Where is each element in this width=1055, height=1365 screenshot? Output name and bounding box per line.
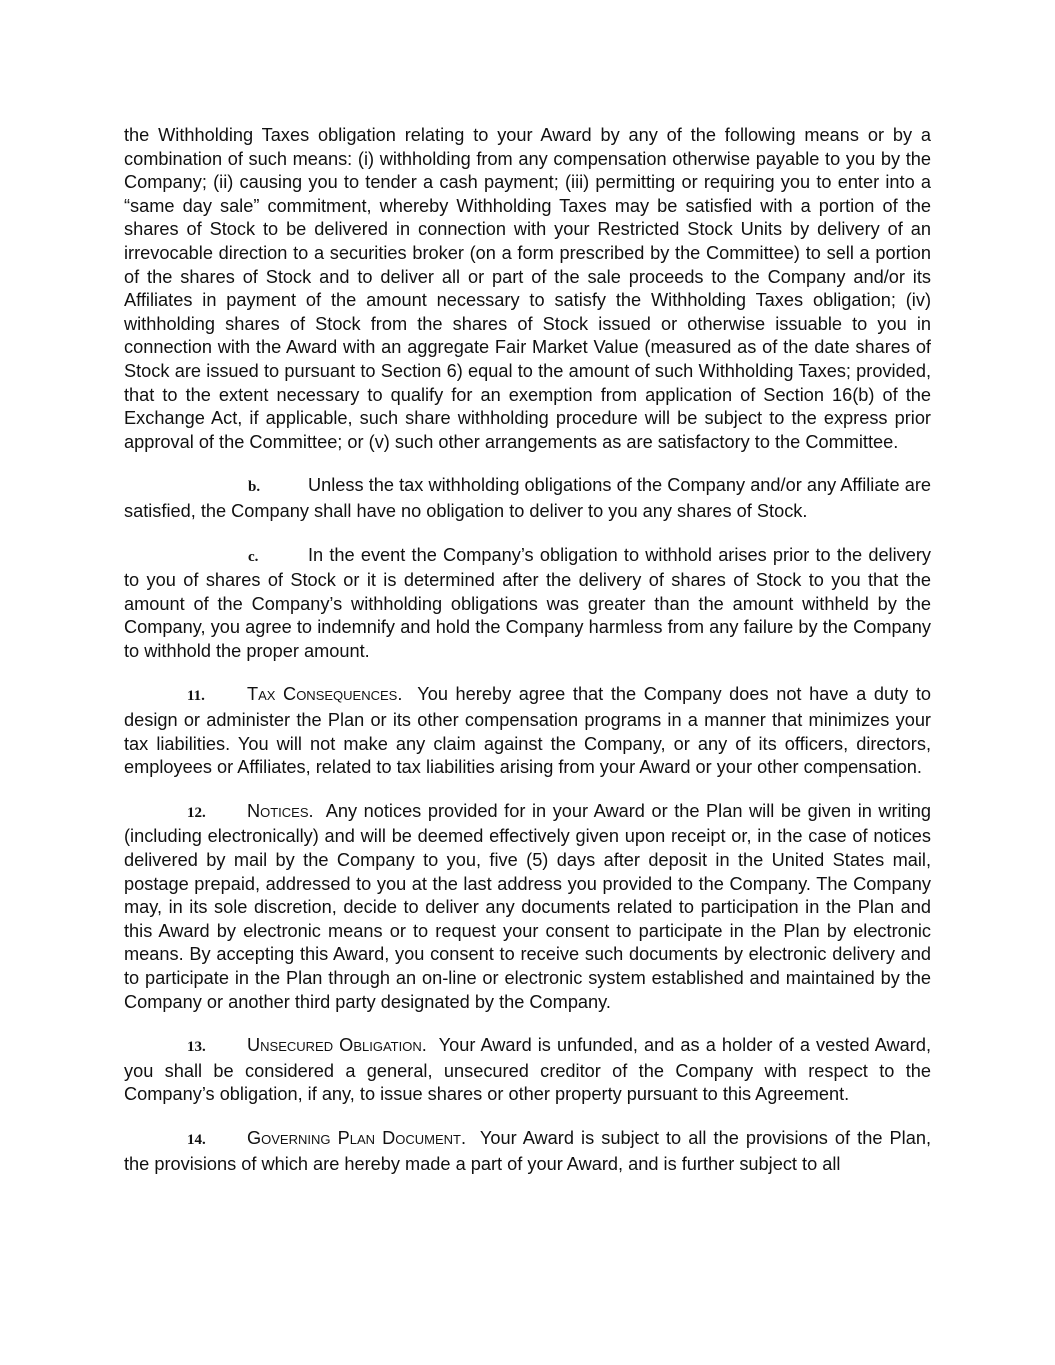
section-14-heading: Governing Plan Document. [247, 1127, 467, 1148]
section-12 [124, 800, 931, 1014]
withholding-means-paragraph: the Withholding Taxes obligation relating to your Award by any of the following means or by a combination of such means: (i) withholding from any compensation otherwise payable to you by the Company; (ii) causing you to tender a cash payment; (iii) permitting or requiring you to enter into a “same day sale” commitment, whereby Withholding Taxes may be satisfied with a portion of the shares of Stock to be delivered in connection with your Restricted Stock Units by delivery of an irrevocable direction to a securities broker (on a form prescribed by the Committee) to sell a portion of the shares of Stock and to deliver all or part of the sale proceeds to the Company and/or its Affiliates in payment of the amount necessary to satisfy the Withholding Taxes obligation; (iv) withholding shares of Stock from the shares of Stock issued or otherwise issuable to you in connection with the Award with an aggregate Fair Market Value (measured as of the date shares of Stock are issued to pursuant to Section 6) equal to the amount of such Withholding Taxes; provided, that to the extent necessary to qualify for an exemption from application of Section 16(b) of the Exchange Act, if applicable, such share withholding procedure will be subject to the express prior approval of the Committee; or (v) such other arrangements as are satisfactory to the Committee. [124, 125, 931, 452]
section-12-label: 12. [187, 804, 206, 821]
section-12-text: Any notices provided for in your Award or the Plan will be given in writing (including electronically) and will be deemed effectively given upon receipt or, in the case of notices delivered by mail by the Company to you, five (5) days after deposit in the United States mail, postage prepaid, addressed to you at the last address you provided to the Company. The Company may, in its sole discretion, decide to deliver any documents related to participation in the Plan and this Award by electronic means or to request your consent to participate in the Plan by electronic means. By accepting this Award, you consent to receive such documents by electronic delivery and to participate in the Plan through an on-line or electronic system established and maintained by the Company or another third party designated by the Company. [124, 800, 931, 1012]
section-14 [124, 1127, 931, 1176]
section-13-text: Your Award is unfunded, and as a holder of a vested Award, you shall be considered a general, unsecured creditor of the Company with respect to the Company’s obligation, if any, to issue shares or other property pursuant to this Agreement. [124, 1035, 931, 1105]
section-14-label: 14. [187, 1131, 206, 1148]
section-11-label: 11. [187, 688, 205, 705]
section-13-heading: Unsecured Obligation. [247, 1035, 427, 1056]
section-12-heading: Notices. [247, 800, 314, 821]
section-13-label: 13. [187, 1039, 206, 1056]
subsection-c [124, 544, 931, 664]
section-11-text: You hereby agree that the Company does not have a duty to design or administer the Plan or its other compensation programs in a manner that minimizes your tax liabilities. You will not make any claim against the Company, or any of its officers, directors, employees or Affiliates, related to tax liabilities arising from your Award or your other compensation. [124, 684, 931, 778]
section-11-heading: Tax Consequences. [247, 684, 403, 705]
subsection-c-label: c. [248, 548, 259, 565]
subsection-c-text: In the event the Company’s obligation to withhold arises prior to the delivery to you of shares of Stock or it is determined after the delivery of shares of Stock to you that the amount of the Company’s withholding obligations was greater than the amount withheld by the Company, you agree to indemnify and hold the Company harmless from any failure by the Company to withhold the proper amount. [124, 544, 931, 661]
subsection-b-label: b. [248, 479, 261, 496]
subsection-b [124, 474, 931, 523]
subsection-b-text: Unless the tax withholding obligations of the Company and/or any Affiliate are satisfied, the Company shall have no obligation to deliver to you any shares of Stock. [124, 475, 931, 521]
section-14-text: Your Award is subject to all the provisions of the Plan, the provisions of which are hereby made a part of your Award, and is further subject to all [124, 1127, 932, 1174]
section-13 [124, 1034, 931, 1107]
section-11 [124, 683, 931, 779]
document-page [124, 124, 931, 1196]
